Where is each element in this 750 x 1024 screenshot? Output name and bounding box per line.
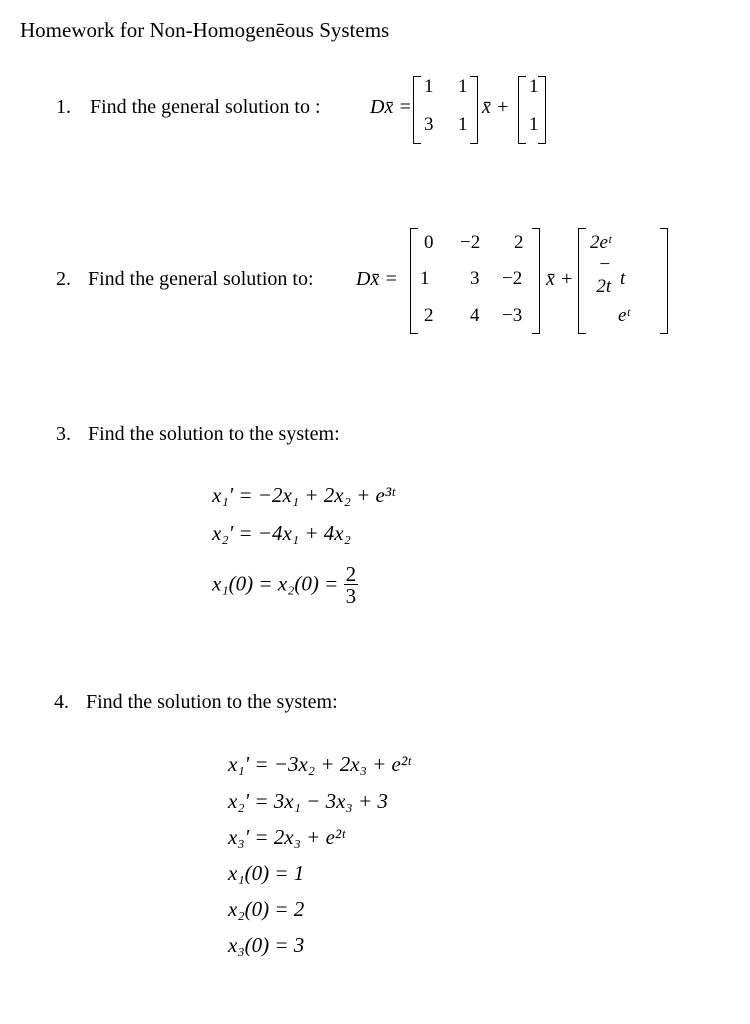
forcing-cell: 1 [529, 114, 539, 135]
matrix-cell: 4 [470, 305, 480, 326]
left-bracket [518, 76, 526, 144]
left-bracket [410, 228, 418, 334]
problem-3-text: Find the solution to the system: [88, 423, 340, 445]
problem-1-text: Find the general solution to : [90, 96, 321, 118]
matrix-cell: 1 [420, 268, 430, 289]
equation-line: x₂' = 3x₁ − 3x₃ + 3 [228, 789, 388, 813]
matrix-cell: 1 [458, 114, 468, 135]
initial-condition: x₁(0) = 1 [228, 861, 305, 885]
matrix-cell: 3 [470, 268, 480, 289]
left-bracket [578, 228, 586, 334]
initial-condition: x₃(0) = 3 [228, 933, 305, 957]
problem-2-text: Find the general solution to: [88, 268, 314, 290]
initial-condition: x₂(0) = 2 [228, 897, 305, 921]
initial-condition [212, 564, 358, 607]
problem-1-lhs: Dx̄ = [370, 96, 412, 118]
matrix-cell: 3 [424, 114, 434, 135]
problem-4-number: 4. [54, 691, 69, 713]
fraction-numerator: 2 [345, 562, 357, 586]
matrix-cell: 2 [424, 305, 434, 326]
right-bracket [660, 228, 668, 334]
problem-2-lhs: Dx̄ = [356, 268, 398, 290]
problem-1-number: 1. [56, 96, 71, 118]
right-bracket [532, 228, 540, 334]
problem-4-text: Find the solution to the system: [86, 691, 338, 713]
right-bracket [470, 76, 478, 144]
matrix-cell: 1 [458, 76, 468, 97]
matrix-cell: 2 [514, 232, 524, 253]
left-bracket [413, 76, 421, 144]
forcing-cell: 2eᵗ − 2t [590, 232, 612, 297]
forcing-cell: 1 [529, 76, 539, 97]
matrix-cell: 1 [424, 76, 434, 97]
equation-line: x₁' = −2x₁ + 2x₂ + e³ᵗ [212, 483, 395, 507]
equation-line: x₂' = −4x₁ + 4x₂ [212, 521, 351, 545]
problem-2-x-vector: x̄ + [546, 268, 574, 290]
right-bracket [538, 76, 546, 144]
problem-2-number: 2. [56, 268, 71, 290]
fraction-denominator: 3 [345, 584, 357, 608]
matrix-cell: −2 [502, 268, 523, 289]
page-title: Homework for Non-Homogenēous Systems [20, 18, 390, 42]
matrix-cell: 0 [424, 232, 434, 253]
problem-1-x-vector: x̄ + [482, 96, 510, 118]
equation-line: x₁' = −3x₂ + 2x₃ + e²ᵗ [228, 752, 411, 776]
equation-line: x₃' = 2x₃ + e²ᵗ [228, 825, 345, 849]
forcing-cell: t [620, 268, 626, 289]
matrix-cell: −3 [502, 305, 523, 326]
ic-lhs: x₁(0) = x₂(0) = [212, 571, 344, 596]
problem-3-number: 3. [56, 423, 71, 445]
matrix-cell: −2 [460, 232, 481, 253]
fraction [344, 564, 359, 607]
forcing-cell: eᵗ [618, 305, 630, 326]
